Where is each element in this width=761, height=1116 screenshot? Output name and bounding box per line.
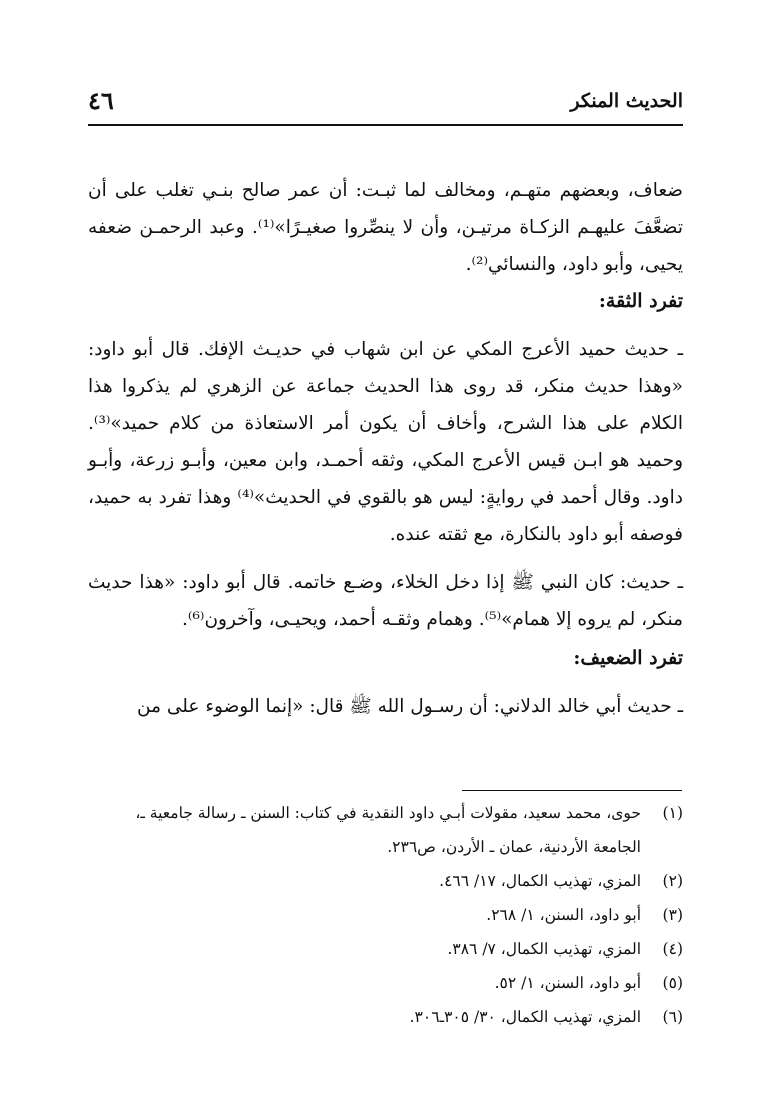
section-heading: تفرد الثقة:	[598, 290, 683, 312]
footnote-text: المزي، تهذيب الكمال، ١٧/ ٤٦٦.	[439, 872, 641, 890]
running-header	[88, 86, 683, 120]
section-heading: تفرد الضعيف:	[573, 647, 683, 669]
running-title: الحديث المنكر	[570, 90, 683, 112]
footnote	[88, 1000, 683, 1034]
footnote-text: أبو داود، السنن، ١/ ٢٦٨.	[486, 906, 641, 924]
paragraph: ضعاف، وبعضهم متهـم، ومخالف لما ثبـت: أن عمر صالح بنـي تغلب على أن تضعَّفَ عليهـم الزكـاة مرتيـن، وأن لا ينصِّروا صغيـرًا»⁽¹⁾. وعبد الرحمـن ضعفه يحيى، وأبو داود، والنسائي⁽²⁾.	[88, 180, 683, 275]
header-rule	[88, 124, 683, 126]
footnote-number: (٣)	[662, 906, 683, 924]
footnote-text: المزي، تهذيب الكمال، ٣٠/ ٣٠٥ـ٣٠٦.	[409, 1008, 641, 1026]
footnote-number: (٥)	[662, 974, 683, 992]
footnote-text: أبو داود، السنن، ١/ ٥٢.	[494, 974, 641, 992]
footnote-number: (٦)	[662, 1008, 683, 1026]
footnote-text: حوى، محمد سعيد، مقولات أبـي داود النقدية في كتاب: السنن ـ رسالة جامعية ـ، الجامعة الأردنية، عمان ـ الأردن، ص٢٣٦.	[135, 804, 641, 856]
footnote-text: المزي، تهذيب الكمال، ٧/ ٣٨٦.	[447, 940, 641, 958]
footnote-number: (٢)	[662, 872, 683, 890]
footnote-number: (٤)	[662, 940, 683, 958]
footnote	[88, 796, 683, 864]
footnote	[88, 966, 683, 1000]
paragraph: ـ حديث حميد الأعرج المكي عن ابن شهاب في حديـث الإفك. قال أبو داود: «وهذا حديث منكر، قد روى هذا الحديث جماعة عن الزهري لم يذكروا هذا الكلام على هذا الشرح، وأخاف أن يكون أمر الاستعاذة من كلام حميد»⁽³⁾. وحميد هو ابـن قيس الأعرج المكي، وثقه أحمـد، وابن معين، وأبـو زرعة، وأبـو داود. وقال أحمد في روايةٍ: ليس هو بالقوي في الحديث»⁽⁴⁾ وهذا تفرد به حميد، فوصفه أبو داود بالنكارة، مع ثقته عنده.	[88, 339, 683, 545]
footnotes	[88, 796, 683, 1034]
footnote-number: (١)	[662, 804, 683, 822]
page-number: ٤٦	[88, 86, 114, 115]
footnote	[88, 898, 683, 932]
paragraph: ـ حديث: كان النبي ﷺ إذا دخل الخلاء، وضـع خاتمه. قال أبو داود: «هذا حديث منكر، لم يروه إلا همام»⁽⁵⁾. وهمام وثقـه أحمد، ويحيـى، وآخرون⁽⁶⁾.	[88, 572, 683, 630]
main-text	[88, 172, 683, 725]
paragraph: ـ حديث أبي خالد الدلاني: أن رسـول الله ﷺ قال: «إنما الوضوء على من	[136, 696, 683, 717]
footnote	[88, 864, 683, 898]
footnote-separator	[462, 790, 682, 791]
footnote	[88, 932, 683, 966]
